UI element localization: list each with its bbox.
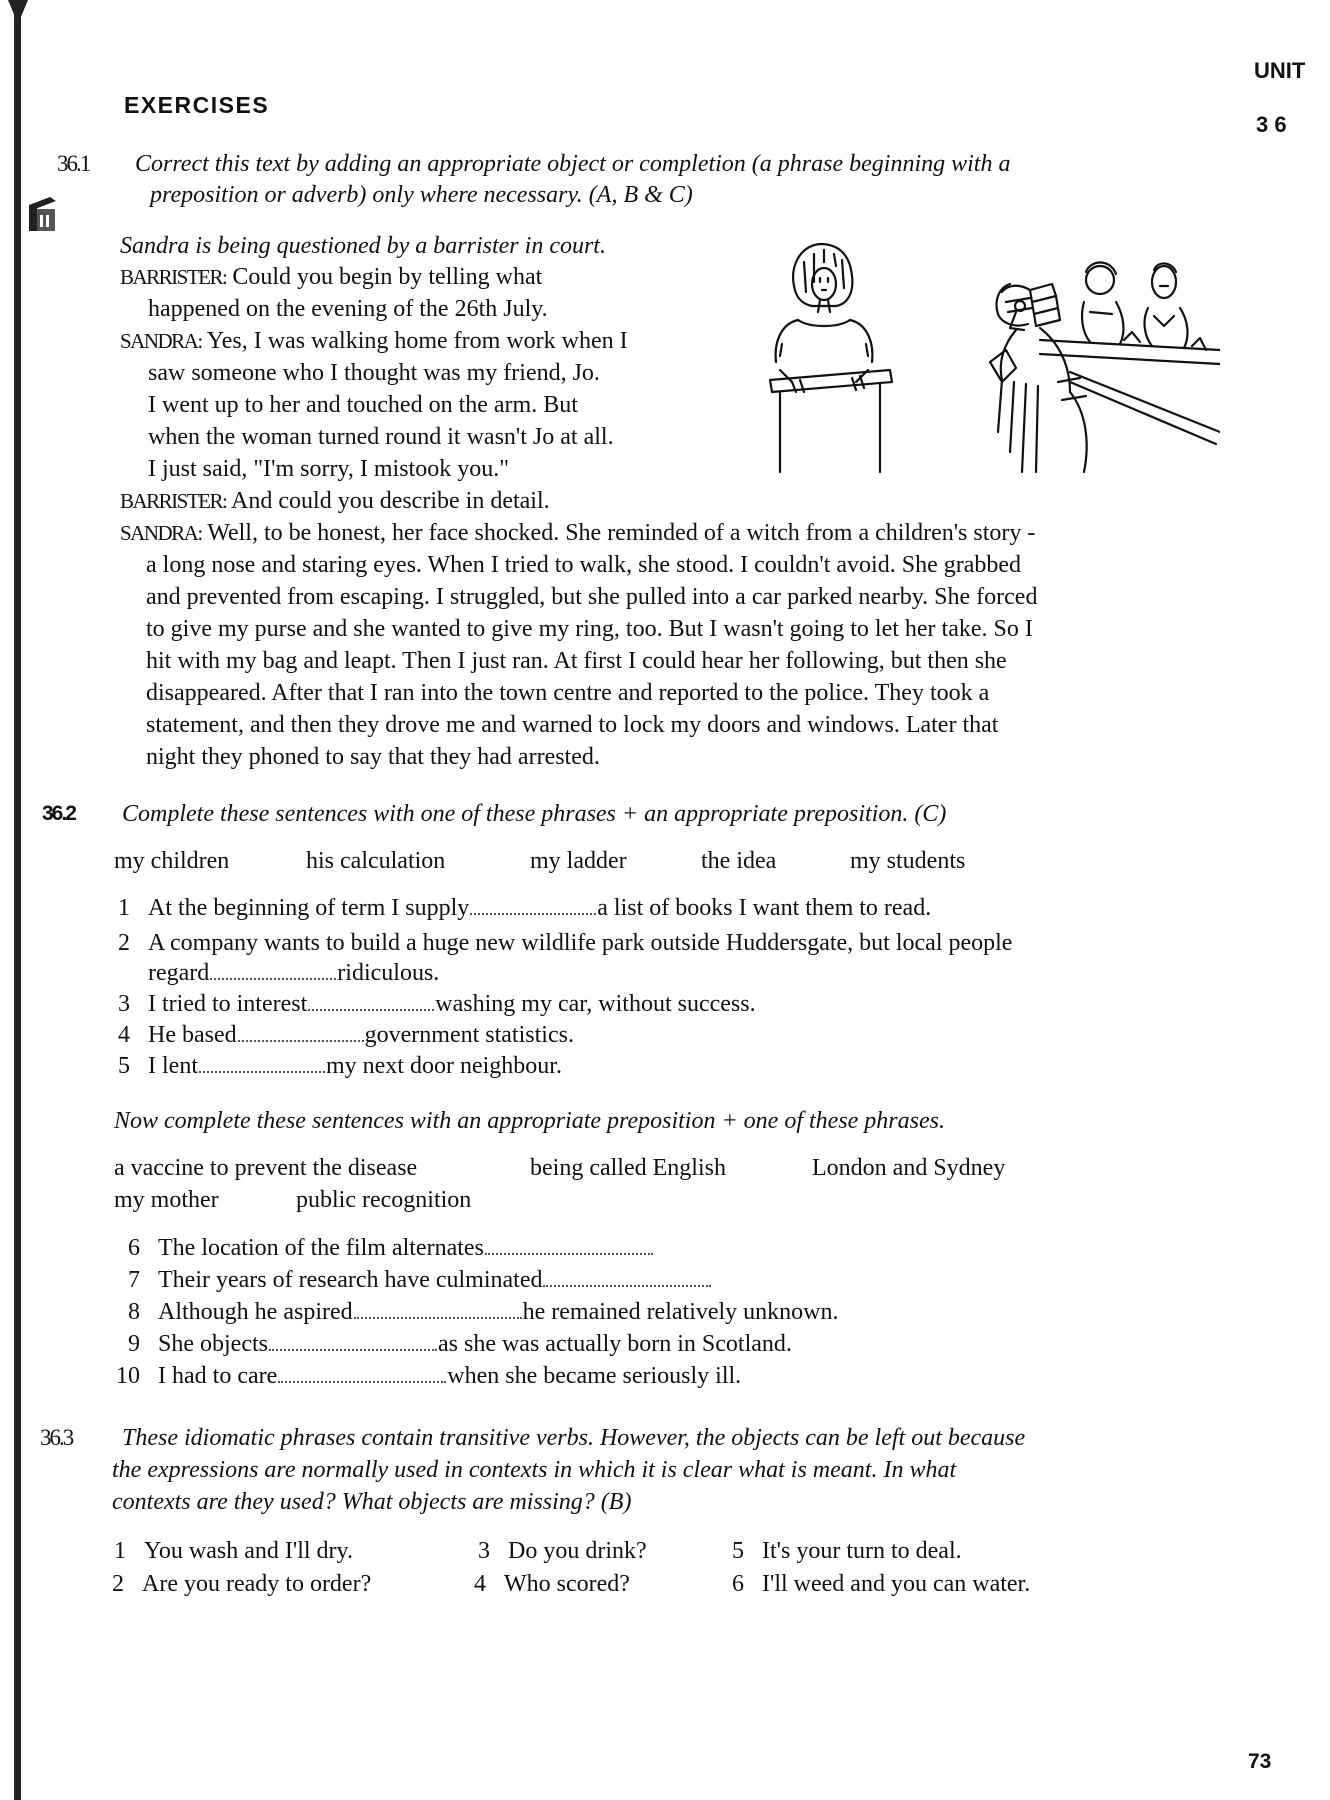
list-item: 8 Although he aspired he remained relatively unknown. <box>128 1299 839 1325</box>
answer-blank[interactable] <box>543 1265 711 1287</box>
phrase-option: my mother <box>114 1187 219 1213</box>
exercise-number-36-3: 36.3 <box>40 1425 73 1450</box>
phrase-option: my students <box>850 848 966 874</box>
dialogue-line: disappeared. After that I ran into the town centre and reported to the police. They took a <box>146 680 990 706</box>
list-item: regard ridiculous. <box>148 960 440 986</box>
phrase-option: my children <box>114 848 230 874</box>
speaker-label: SANDRA: <box>120 521 202 545</box>
list-item: 2 Are you ready to order? <box>112 1571 372 1597</box>
list-item: 1 You wash and I'll dry. <box>114 1538 353 1564</box>
answer-blank[interactable] <box>470 893 596 915</box>
dialogue-line: I just said, "I'm sorry, I mistook you." <box>148 456 510 482</box>
list-item: 10 I had to care when she became seriously ill. <box>116 1363 742 1389</box>
dialogue-line: and prevented from escaping. I struggled, but she pulled into a car parked nearby. She forced <box>146 584 1038 610</box>
dialogue-intro: Sandra is being questioned by a barrister in court. <box>120 233 606 259</box>
list-item: 6 The location of the film alternates <box>128 1232 654 1264</box>
speaker-label: BARRISTER: <box>120 265 227 289</box>
exercise-instruction-line: Now complete these sentences with an appropriate preposition + one of these phrases. <box>114 1108 945 1134</box>
exercises-heading: EXERCISES <box>124 92 270 118</box>
list-item: 5 I lent my next door neighbour. <box>118 1053 562 1079</box>
answer-blank[interactable] <box>278 1361 446 1383</box>
exercise-instruction-line: the expressions are normally used in contexts in which it is clear what is meant. In what <box>112 1457 957 1483</box>
exercise-instruction-line: These idiomatic phrases contain transitive verbs. However, the objects can be left out because <box>122 1425 1026 1451</box>
dialogue-line: I went up to her and touched on the arm. But <box>148 392 578 418</box>
dialogue-line: SANDRA: Yes, I was walking home from work when I <box>120 328 628 354</box>
list-item: 7 Their years of research have culminated <box>128 1264 712 1296</box>
dialogue-line: saw someone who I thought was my friend, Jo. <box>148 360 600 386</box>
dialogue-line: to give my purse and she wanted to give my ring, too. But I wasn't going to let her take. So I <box>146 616 1033 642</box>
page-number: 73 <box>1248 1750 1272 1773</box>
dialogue-line: happened on the evening of the 26th July. <box>148 296 548 322</box>
list-item: 3 I tried to interest washing my car, without success. <box>118 991 756 1017</box>
phrase-option: his calculation <box>306 848 446 874</box>
list-item: 4 Who scored? <box>474 1571 630 1597</box>
list-item: 2 A company wants to build a huge new wildlife park outside Huddersgate, but local people <box>118 930 1013 956</box>
book-icon <box>26 193 60 233</box>
exercise-instruction-line: Correct this text by adding an appropriate object or completion (a phrase beginning with a <box>135 151 1011 177</box>
list-item: 3 Do you drink? <box>478 1538 647 1564</box>
dialogue-line: a long nose and staring eyes. When I tried to walk, she stood. I couldn't avoid. She grabbed <box>146 552 1022 578</box>
exercise-number-36-1: 36.1 <box>57 151 90 176</box>
exercise-instruction-line: Complete these sentences with one of these phrases + an appropriate preposition. (C) <box>122 801 947 827</box>
exercise-instruction-line: contexts are they used? What objects are missing? (B) <box>112 1489 632 1515</box>
page-binding-rule <box>14 0 21 1800</box>
dialogue-line: BARRISTER: And could you describe in detail. <box>120 488 550 514</box>
dialogue-line: when the woman turned round it wasn't Jo at all. <box>148 424 614 450</box>
answer-blank[interactable] <box>238 1020 364 1042</box>
list-item: 5 It's your turn to deal. <box>732 1538 962 1564</box>
dialogue-line: night they phoned to say that they had arrested. <box>146 744 600 770</box>
speaker-label: BARRISTER: <box>120 489 227 513</box>
binding-rule-tip <box>8 0 28 24</box>
dialogue-line: BARRISTER: Could you begin by telling what <box>120 264 543 290</box>
answer-blank[interactable] <box>199 1051 325 1073</box>
phrase-option: my ladder <box>530 848 627 874</box>
phrase-option: the idea <box>701 848 777 874</box>
exercise-number-36-2: 36.2 <box>42 802 75 825</box>
list-item: 9 She objects as she was actually born in Scotland. <box>128 1331 792 1357</box>
answer-blank[interactable] <box>210 958 336 980</box>
list-item: 1 At the beginning of term I supply a list of books I want them to read. <box>118 895 932 921</box>
list-item: 4 He based government statistics. <box>118 1022 574 1048</box>
phrase-option: being called English <box>530 1155 726 1181</box>
answer-blank[interactable] <box>354 1297 522 1319</box>
answer-blank[interactable] <box>485 1233 653 1255</box>
courtroom-illustration <box>740 232 1220 482</box>
phrase-option: public recognition <box>296 1187 472 1213</box>
phrase-option: a vaccine to prevent the disease <box>114 1155 418 1181</box>
exercise-instruction-line: preposition or adverb) only where necessary. (A, B & C) <box>150 182 693 208</box>
dialogue-line: statement, and then they drove me and warned to lock my doors and windows. Later that <box>146 712 999 738</box>
list-item: 6 I'll weed and you can water. <box>732 1571 1031 1597</box>
unit-number: 3 6 <box>1256 112 1287 137</box>
speaker-label: SANDRA: <box>120 329 202 353</box>
dialogue-line: hit with my bag and leapt. Then I just ran. At first I could hear her following, but then she <box>146 648 1007 674</box>
unit-label: UNIT <box>1254 58 1306 83</box>
answer-blank[interactable] <box>269 1329 437 1351</box>
dialogue-line: SANDRA: Well, to be honest, her face shocked. She reminded of a witch from a children's story - <box>120 520 1036 546</box>
phrase-option: London and Sydney <box>812 1155 1006 1181</box>
answer-blank[interactable] <box>308 989 434 1011</box>
